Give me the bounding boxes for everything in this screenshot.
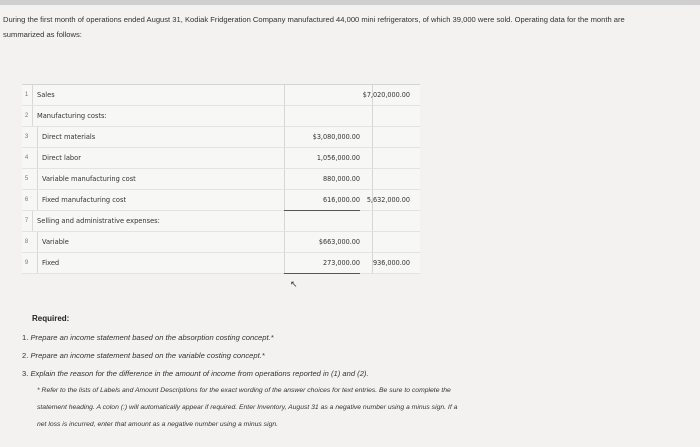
row-number: 5 <box>24 176 29 182</box>
row-amount: 616,000.00 <box>284 190 360 211</box>
intro-line-2: summarized as follows: <box>3 30 82 39</box>
required-heading: Required: <box>32 314 70 323</box>
top-bar <box>0 0 700 5</box>
row-amount: 880,000.00 <box>322 174 360 183</box>
row-amount: 273,000.00 <box>284 253 360 274</box>
row-number: 3 <box>24 134 29 140</box>
row-number: 1 <box>24 92 29 98</box>
item-text: Prepare an income statement based on the variable costing concept.* <box>30 351 265 360</box>
required-item <box>22 351 265 360</box>
row-label: Selling and administrative expenses: <box>32 211 160 231</box>
row-label: Fixed <box>37 253 59 273</box>
row-number: 7 <box>24 218 29 224</box>
row-label: Direct labor <box>37 148 81 168</box>
row-label: Sales <box>32 85 55 105</box>
table-row <box>22 148 420 169</box>
operating-data-table <box>22 84 420 273</box>
row-total: $7,020,000.00 <box>362 90 410 99</box>
row-label: Fixed manufacturing cost <box>37 190 126 210</box>
table-row <box>22 253 420 274</box>
row-number: 6 <box>24 197 29 203</box>
table-row <box>22 169 420 190</box>
row-number: 9 <box>24 260 29 266</box>
row-label: Direct materials <box>37 127 95 147</box>
item-number: 3. <box>22 369 29 378</box>
note-line: net loss is incurred, enter that amount as a negative number using a minus sign. <box>37 421 279 428</box>
table-row <box>22 190 420 211</box>
table-row <box>22 211 420 232</box>
required-item <box>22 333 274 342</box>
row-amount: 1,056,000.00 <box>316 153 360 162</box>
row-number: 4 <box>24 155 29 161</box>
row-number: 2 <box>24 113 29 119</box>
row-amount: $663,000.00 <box>318 237 360 246</box>
table-row <box>22 127 420 148</box>
row-number: 8 <box>24 239 29 245</box>
row-total: 936,000.00 <box>372 258 410 267</box>
item-number: 2. <box>22 351 29 360</box>
row-label: Variable manufacturing cost <box>37 169 136 189</box>
item-number: 1. <box>22 333 29 342</box>
row-label: Variable <box>37 232 69 252</box>
table-row <box>22 106 420 127</box>
problem-intro <box>3 12 697 42</box>
item-text: Explain the reason for the difference in the amount of income from operations reported in (1) and (2). <box>30 369 369 378</box>
row-label: Manufacturing costs: <box>32 106 107 126</box>
row-amount: $3,080,000.00 <box>312 132 360 141</box>
mouse-cursor-icon: ↖ <box>290 279 298 289</box>
note-line: statement heading. A colon (:) will automatically appear if required. Enter Inventory, August 31 as a negative number using a minus sign. If a <box>37 404 458 411</box>
table-row <box>22 232 420 253</box>
table-row <box>22 85 420 106</box>
required-item <box>22 369 369 378</box>
item-text: Prepare an income statement based on the absorption costing concept.* <box>30 333 274 342</box>
note-line: * Refer to the lists of Labels and Amount Descriptions for the exact wording of the answer choices for text entries. Be sure to complete the <box>37 387 451 394</box>
row-total: 5,632,000.00 <box>366 195 410 204</box>
intro-line-1: During the first month of operations ended August 31, Kodiak Fridgeration Company manufactured 44,000 mini refrigerators, of which 39,000 were sold. Operating data for the month are <box>3 15 625 24</box>
